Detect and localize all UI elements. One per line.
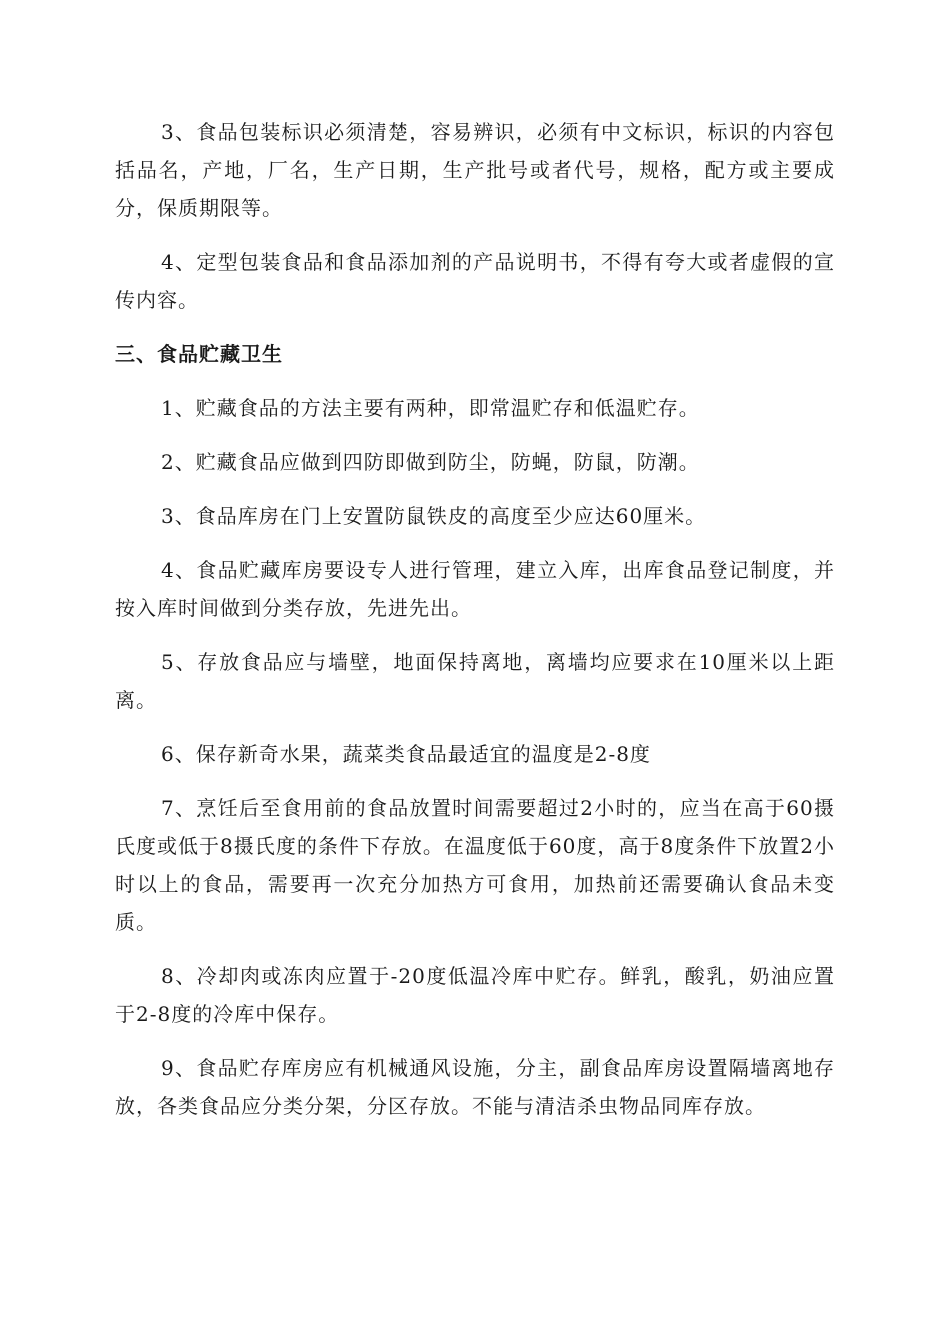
paragraph-product-manual: 4、定型包装食品和食品添加剂的产品说明书，不得有夸大或者虚假的宣传内容。: [115, 250, 835, 312]
paragraph-storage-8: 8、冷却肉或冻肉应置于-20度低温冷库中贮存。鲜乳，酸乳，奶油应置于2-8度的冷库中保存。: [115, 964, 835, 1026]
paragraph-storage-2: 2、贮藏食品应做到四防即做到防尘，防蝇，防鼠，防潮。: [161, 450, 700, 474]
paragraph-packaging-label: 3、食品包装标识必须清楚，容易辨识，必须有中文标识，标识的内容包括品名，产地，厂名，生产日期，生产批号或者代号，规格，配方或主要成分，保质期限等。: [115, 120, 835, 220]
paragraph-storage-7: 7、烹饪后至食用前的食品放置时间需要超过2小时的，应当在高于60摄氏度或低于8摄氏度的条件下存放。在温度低于60度，高于8度条件下放置2小时以上的食品，需要再一次充分加热方可食用，加热前还需要确认食品未变质。: [115, 796, 835, 934]
paragraph-storage-9: 9、食品贮存库房应有机械通风设施，分主，副食品库房设置隔墙离地存放，各类食品应分类分架，分区存放。不能与清洁杀虫物品同库存放。: [115, 1056, 835, 1118]
paragraph-storage-3: 3、食品库房在门上安置防鼠铁皮的高度至少应达60厘米。: [161, 504, 707, 528]
document-page: [115, 113, 835, 1125]
paragraph-storage-5: 5、存放食品应与墙壁，地面保持离地，离墙均应要求在10厘米以上距离。: [115, 650, 835, 712]
section-heading-food-storage: 三、食品贮藏卫生: [115, 342, 283, 366]
paragraph-storage-1: 1、贮藏食品的方法主要有两种，即常温贮存和低温贮存。: [161, 396, 700, 420]
paragraph-storage-4: 4、食品贮藏库房要设专人进行管理，建立入库，出库食品登记制度，并按入库时间做到分类存放，先进先出。: [115, 558, 835, 620]
paragraph-storage-6: 6、保存新奇水果，蔬菜类食品最适宜的温度是2-8度: [161, 742, 651, 766]
